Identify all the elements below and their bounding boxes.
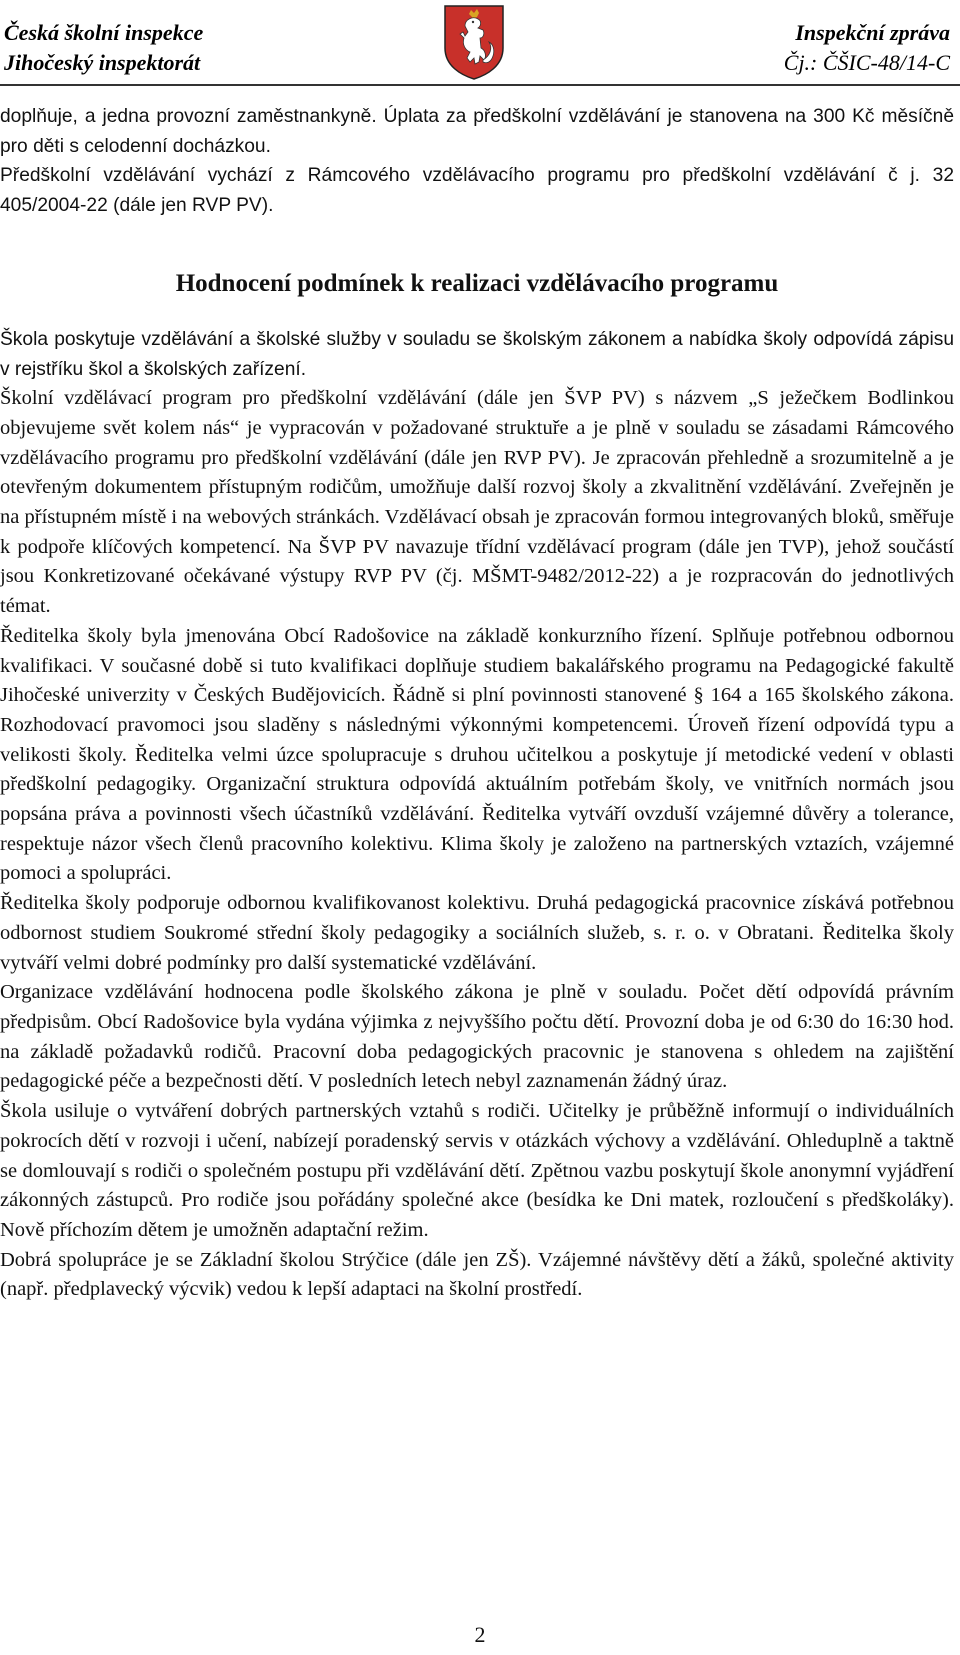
intro-paragraph: doplňuje, a jedna provozní zaměstnankyně. Úplata za předškolní vzdělávání je stanovena na 300 Kč měsíčně pro děti s celodenní docházkou. — [0, 106, 954, 157]
body-paragraph: Školní vzdělávací program pro předškolní vzdělávání (dále jen ŠVP PV) s názvem „S ježečkem Bodlinkou objevujeme svět kolem nás“ je vypracován v požadované struktuře a je plně v souladu se zásadami Rámcového vzdělávacího programu pro předškolní vzdělávání (dále jen RVP PV). Je zpracován přehledně a srozumitelně a je otevřeným dokumentem přístupným rodičům, umožňuje další rozvoj školy a zkvalitnění vzdělávání. Zveřejněn je na přístupném místě i na webových stránkách. Vzdělávací obsah je zpracován formou integrovaných bloků, směřuje k podpoře klíčových kompetencí. Na ŠVP PV navazuje třídní vzdělávací program (dále jen TVP), jehož součástí jsou Konkretizované očekávané výstupy RVP PV (čj. MŠMT-9482/2012-22) a je rozpracován do jednotlivých témat. — [0, 387, 954, 618]
body-paragraph: Ředitelka školy podporuje odbornou kvalifikovanost kolektivu. Druhá pedagogická pracovnice získává potřebnou odbornost studiem Soukromé střední školy pedagogiky a sociálních služeb, s. r. o. v Obratani. Ředitelka školy vytváří velmi dobré podmínky pro další systematické vzdělávání. — [0, 892, 954, 974]
document-body — [0, 102, 954, 1305]
report-type: Inspekční zpráva — [795, 20, 950, 45]
inspectorate-name: Jihočeský inspektorát — [4, 50, 201, 75]
body-paragraph: Dobrá spolupráce je se Základní školou Strýčice (dále jen ZŠ). Vzájemné návštěvy dětí a žáků, společné aktivity (např. předplavecký výcvik) vedou k lepší adaptaci na školní prostředí. — [0, 1248, 954, 1301]
intro-paragraph: Předškolní vzdělávání vychází z Rámcového vzdělávacího programu pro předškolní vzdělávání č j. 32 405/2004-22 (dále jen RVP PV). — [0, 165, 954, 217]
header-left — [4, 18, 203, 78]
inspection-name: Česká školní inspekce — [4, 20, 204, 45]
page-number: 2 — [474, 1622, 486, 1647]
header-divider — [0, 84, 960, 86]
body-paragraph: Ředitelka školy byla jmenována Obcí Radošovice na základě konkurzního řízení. Splňuje potřebnou odbornou kvalifikaci. V současné době si tuto kvalifikaci doplňuje studiem bakalářského programu na Pedagogické fakultě Jihočeské univerzity v Českých Budějovicích. Řádně si plní povinnosti stanovené § 164 a 165 školského zákona. Rozhodovací pravomoci jsou sladěny s následnými výkonnými kompetencemi. Úroveň řízení odpovídá typu a velikosti školy. Ředitelka velmi úzce spolupracuje s druhou učitelkou a poskytuje jí metodické vedení v oblasti předškolní pedagogiky. Organizační struktura odpovídá aktuálním potřebám školy, ve vnitřních normách jsou popsána práva a povinnosti všech účastníků vzdělávání. Ředitelka vytváří ovzduší vzájemné důvěry a tolerance, respektuje názor všech členů pracovního kolektivu. Klima školy je založeno na partnerských vztazích, vzájemné pomoci a spolupráci. — [0, 624, 954, 885]
reference-number: Čj.: ČŠIC-48/14-C — [783, 50, 950, 75]
section-heading: Hodnocení podmínek k realizaci vzdělávacího programu — [175, 269, 779, 297]
body-paragraph: Organizace vzdělávání hodnocena podle školského zákona je plně v souladu. Počet dětí odpovídá právním předpisům. Obcí Radošovice byla vydána výjimka z nejvyššího počtu dětí. Provozní doba je od 6:30 do 16:30 hod. na základě požadavků rodičů. Pracovní doba pedagogických pracovnic je stanovena s ohledem na zajištění pedagogické péče a bezpečnosti dětí. V posledních letech nebyl zaznamenán žádný úraz. — [0, 981, 954, 1093]
page-header — [0, 0, 960, 86]
coat-of-arms-icon — [443, 4, 505, 80]
body-paragraph: Škola poskytuje vzdělávání a školské služby v souladu se školským zákonem a nabídka školy odpovídá zápisu v rejstříku škol a školských zařízení. — [0, 328, 954, 380]
body-paragraph: Škola usiluje o vytváření dobrých partnerských vztahů s rodiči. Učitelky je průběžně informují o individuálních pokrocích dětí v rozvoji i učení, nabízejí poradenský servis v otázkách výchovy a vzdělávání. Ohleduplně a taktně se domlouvají s rodiči o společném postupu při vzdělávání dětí. Zpětnou vazbu poskytují škole anonymní vyjádření zákonných zástupců. Pro rodiče jsou pořádány společné akce (besídka ke Dni matek, rozloučení s předškoláky). Nově příchozím dětem je umožněn adaptační režim. — [0, 1100, 954, 1241]
header-right — [784, 18, 950, 78]
